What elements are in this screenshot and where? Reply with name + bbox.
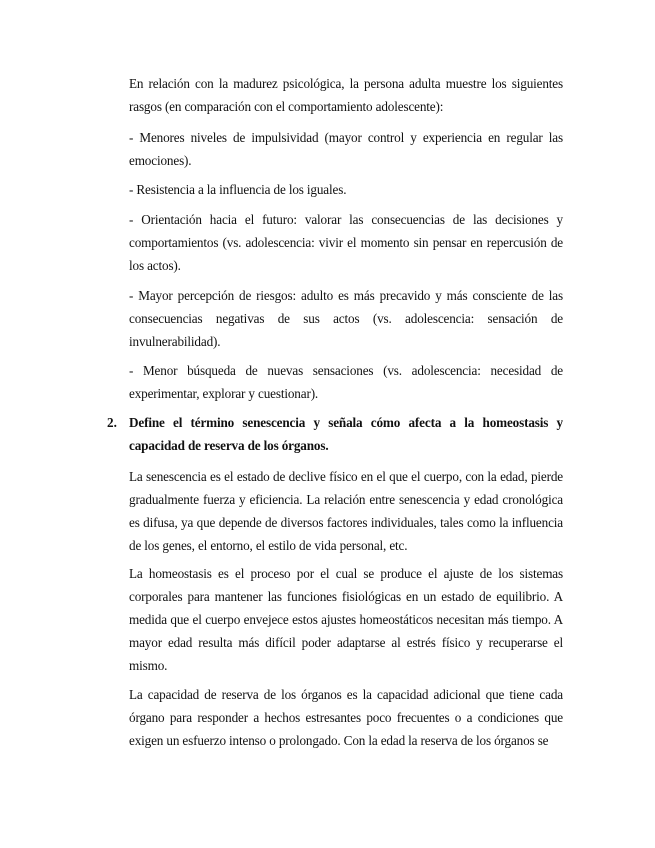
trait-item-sensation-seeking: - Menor búsqueda de nuevas sensaciones (vs. adolescencia: necesidad de experimentar, explorar y cuestionar).: [129, 363, 563, 401]
trait-item-future-orientation: - Orientación hacia el futuro: valorar las consecuencias de las decisiones y comportamientos (vs. adolescencia: vivir el momento sin pensar en repercusión de los actos).: [129, 212, 563, 273]
answer-homeostasis-paragraph: La homeostasis es el proceso por el cual se produce el ajuste de los sistemas corporales para mantener las funciones fisiológicas en un estado de equilibrio. A medida que el cuerpo envejece estos ajustes homeostáticos necesitan más tiempo. A mayor edad resulta más difícil poder adaptarse al estrés físico y recuperarse el mismo.: [129, 566, 563, 673]
answer-organ-reserve-paragraph: La capacidad de reserva de los órganos es la capacidad adicional que tiene cada órgano para responder a hechos estresantes poco frecuentes o a condiciones que exigen un esfuerzo intenso o prolongado. Con la edad la reserva de los órganos se: [129, 687, 563, 748]
answer-senescence-paragraph: La senescencia es el estado de declive físico en el que el cuerpo, con la edad, pierde gradualmente fuerza y eficiencia. La relación entre senescencia y edad cronológica es difusa, ya que depende de diversos factores individuales, tales como la influencia de los genes, el entorno, el estilo de vida personal, etc.: [129, 469, 563, 553]
trait-item-peer-resistance: - Resistencia a la influencia de los iguales.: [129, 182, 347, 197]
trait-item-risk-perception: - Mayor percepción de riesgos: adulto es más precavido y más consciente de las consecuencias negativas de sus actos (vs. adolescencia: sensación de invulnerabilidad).: [129, 288, 563, 349]
question-number: 2.: [107, 415, 117, 430]
question-heading: Define el término senescencia y señala cómo afecta a la homeostasis y capacidad de reserva de los órganos.: [129, 415, 563, 453]
intro-paragraph: En relación con la madurez psicológica, la persona adulta muestre los siguientes rasgos (en comparación con el comportamiento adolescente):: [129, 76, 563, 114]
trait-item-impulsivity: - Menores niveles de impulsividad (mayor control y experiencia en regular las emociones).: [129, 130, 563, 168]
